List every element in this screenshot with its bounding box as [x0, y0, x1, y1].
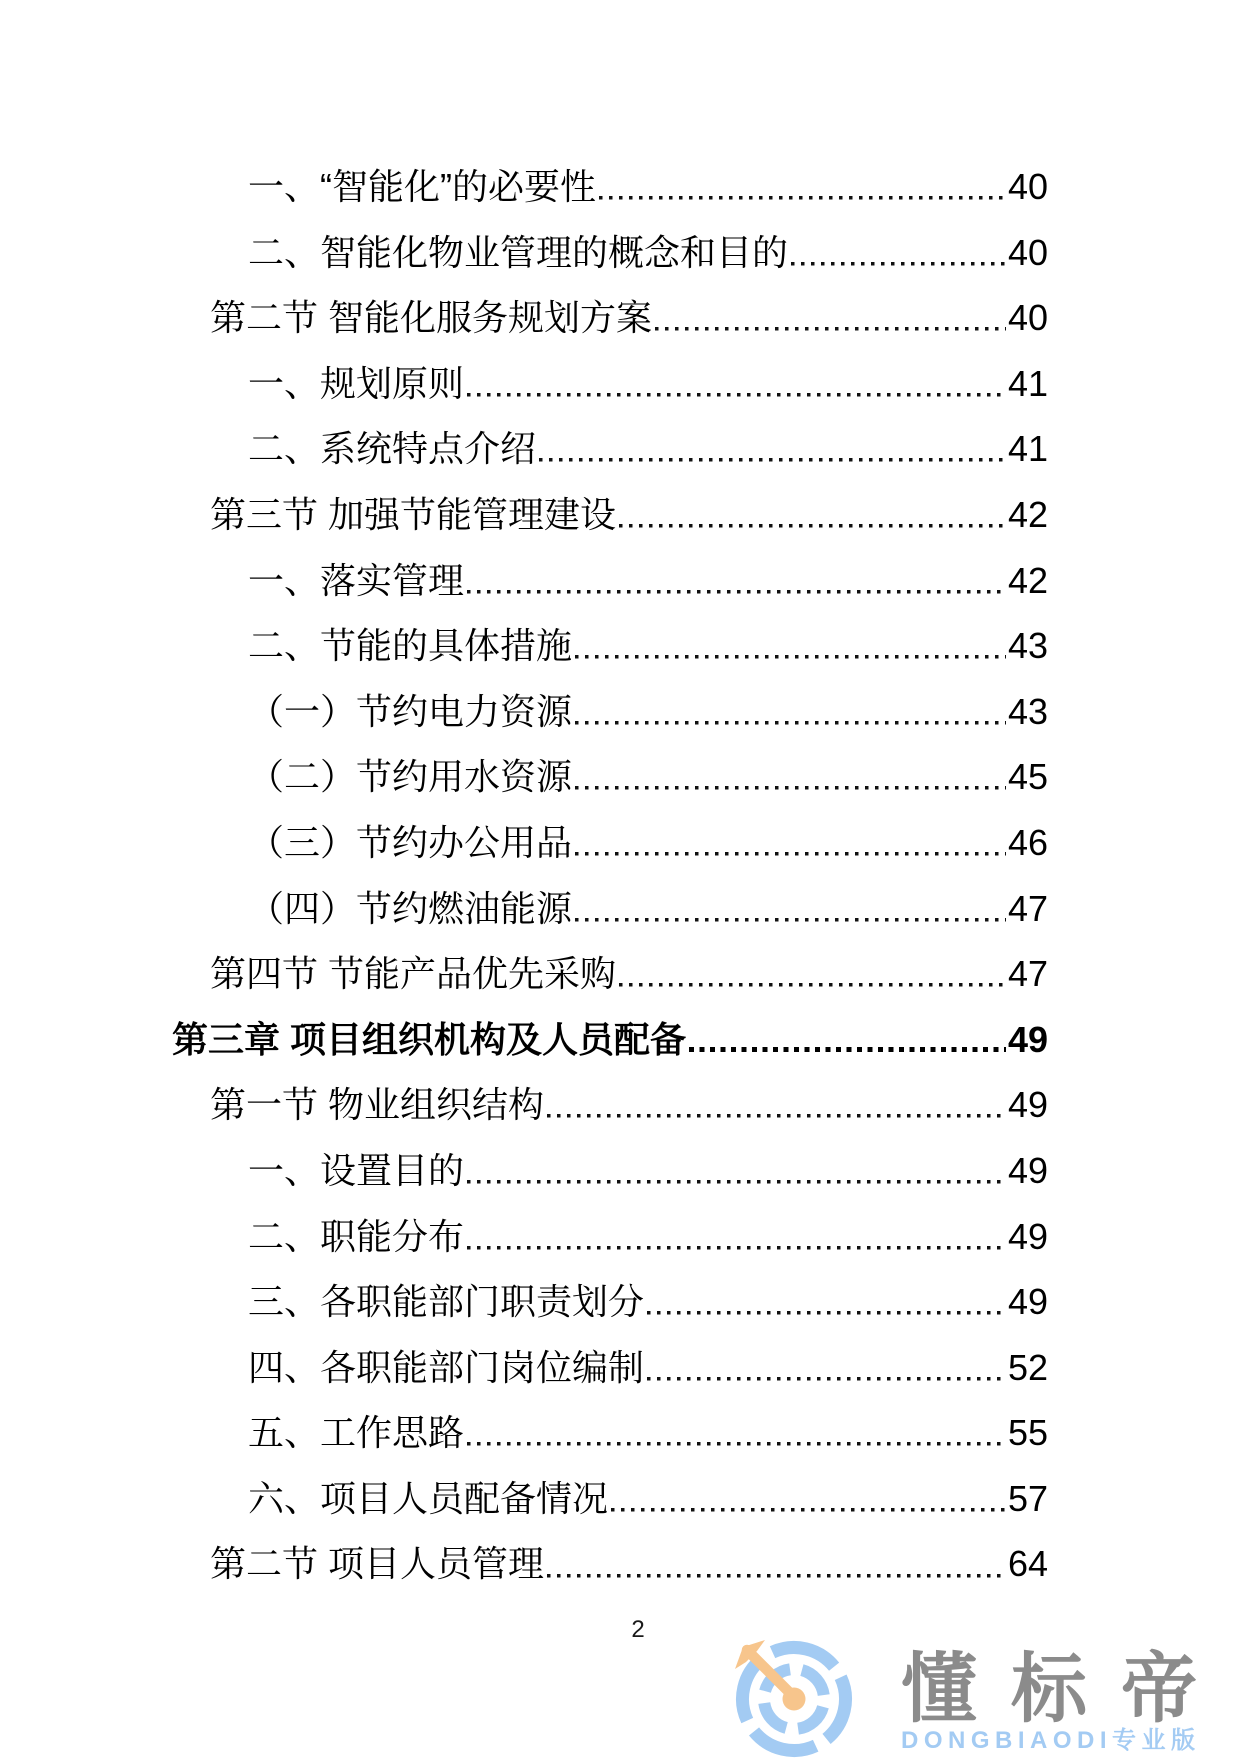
toc-entry-label: 五、工作思路 [248, 1412, 465, 1454]
toc-entry-label: 一、落实管理 [248, 559, 465, 601]
dot-leader [619, 482, 1006, 548]
toc-entry-page: 42 [1007, 559, 1048, 601]
toc-entry-label: 第四节 节能产品优先采购 [210, 953, 617, 995]
dot-leader [539, 416, 1006, 482]
dot-leader [467, 1138, 1006, 1204]
toc-entry-page: 40 [1007, 231, 1048, 273]
toc-entry [172, 482, 1048, 548]
toc-entry-page: 47 [1007, 887, 1048, 929]
toc-entry-page: 41 [1007, 362, 1048, 404]
toc-entry-label: 四、各职能部门岗位编制 [248, 1346, 645, 1388]
toc-entry [172, 1007, 1048, 1073]
toc-entry-page: 49 [1007, 1215, 1048, 1257]
toc-entry-page: 49 [1007, 1149, 1048, 1191]
toc-entry [172, 1400, 1048, 1466]
toc-entry-label: 第二节 智能化服务规划方案 [210, 297, 653, 339]
dot-leader [575, 679, 1006, 745]
toc-entry-page: 43 [1007, 690, 1048, 732]
toc-entry-page: 57 [1007, 1477, 1048, 1519]
dot-leader [547, 1072, 1006, 1138]
toc-entry [172, 220, 1048, 286]
toc-entry-page: 41 [1007, 428, 1048, 470]
watermark-logo [733, 1638, 1231, 1760]
toc-entry [172, 1335, 1048, 1401]
dot-leader [467, 1204, 1006, 1270]
toc-entry [172, 351, 1048, 417]
toc-entry-label: 二、职能分布 [248, 1215, 465, 1257]
toc-entry [172, 679, 1048, 745]
toc-entry-page: 49 [1007, 1281, 1048, 1323]
toc-entry-page: 49 [1007, 1018, 1048, 1060]
toc-entry [172, 416, 1048, 482]
toc-entry [172, 1138, 1048, 1204]
toc-entry-label: 一、规划原则 [248, 362, 465, 404]
dot-leader [619, 941, 1006, 1007]
toc-entry [172, 1204, 1048, 1270]
toc-entry-page: 42 [1007, 493, 1048, 535]
toc-entry [172, 548, 1048, 614]
toc-entry-page: 64 [1007, 1543, 1048, 1585]
dot-leader [599, 154, 1006, 220]
dot-leader [647, 1269, 1006, 1335]
toc-entry-label: 六、项目人员配备情况 [248, 1477, 609, 1519]
toc-entry-label: 一、设置目的 [248, 1149, 465, 1191]
toc-entry [172, 941, 1048, 1007]
toc-entry-label: 一、“智能化”的必要性 [248, 166, 596, 207]
toc-entry-page: 47 [1007, 953, 1048, 995]
dot-leader [611, 1466, 1006, 1532]
toc-entry [172, 1072, 1048, 1138]
toc-entry-label: 二、节能的具体措施 [248, 625, 573, 667]
toc-entry [172, 285, 1048, 351]
watermark-subtitle: DONGBIAODI专业版 [901, 1727, 1201, 1754]
dot-leader [547, 1531, 1006, 1597]
dot-leader [575, 876, 1006, 942]
toc-entry-page: 45 [1007, 756, 1048, 798]
toc-entry-page: 40 [1007, 166, 1048, 207]
toc-entry-page: 43 [1007, 625, 1048, 667]
toc-entry-label: 第三节 加强节能管理建设 [210, 493, 617, 535]
toc-entry-label: 第二节 项目人员管理 [210, 1543, 545, 1585]
toc-entry [172, 810, 1048, 876]
dot-leader [467, 351, 1006, 417]
table-of-contents [172, 154, 1048, 1597]
dot-leader [689, 1007, 1006, 1073]
dot-leader [655, 285, 1006, 351]
toc-entry-page: 55 [1007, 1412, 1048, 1454]
watermark-brand: 懂标帝 [901, 1647, 1231, 1732]
dot-leader [791, 220, 1006, 286]
dot-leader [575, 810, 1006, 876]
watermark-text [901, 1638, 1231, 1753]
target-bullseye-icon [733, 1638, 855, 1760]
toc-entry [172, 744, 1048, 810]
toc-entry-label: （一）节约电力资源 [248, 690, 573, 732]
toc-entry-label: 二、系统特点介绍 [248, 428, 537, 470]
toc-entry [172, 1269, 1048, 1335]
toc-entry-page: 40 [1007, 297, 1048, 339]
toc-entry-label: （三）节约办公用品 [248, 821, 573, 863]
dot-leader [467, 548, 1006, 614]
toc-entry [172, 876, 1048, 942]
toc-entry-label: （四）节约燃油能源 [248, 887, 573, 929]
dot-leader [467, 1400, 1006, 1466]
dot-leader [575, 613, 1006, 679]
toc-entry-label: 三、各职能部门职责划分 [248, 1281, 645, 1323]
toc-entry-page: 46 [1007, 821, 1048, 863]
toc-entry-label: （二）节约用水资源 [248, 756, 573, 798]
toc-entry [172, 1531, 1048, 1597]
dot-leader [575, 744, 1006, 810]
toc-entry-label: 第三章 项目组织机构及人员配备 [172, 1018, 687, 1060]
toc-entry-label: 二、智能化物业管理的概念和目的 [248, 231, 789, 273]
dot-leader [647, 1335, 1006, 1401]
page-number: 2 [631, 1616, 645, 1643]
toc-entry-page: 52 [1007, 1346, 1048, 1388]
toc-entry-page: 49 [1007, 1084, 1048, 1126]
toc-entry-label: 第一节 物业组织结构 [210, 1084, 545, 1126]
toc-entry [172, 613, 1048, 679]
toc-entry [172, 1466, 1048, 1532]
toc-entry [172, 154, 1048, 220]
